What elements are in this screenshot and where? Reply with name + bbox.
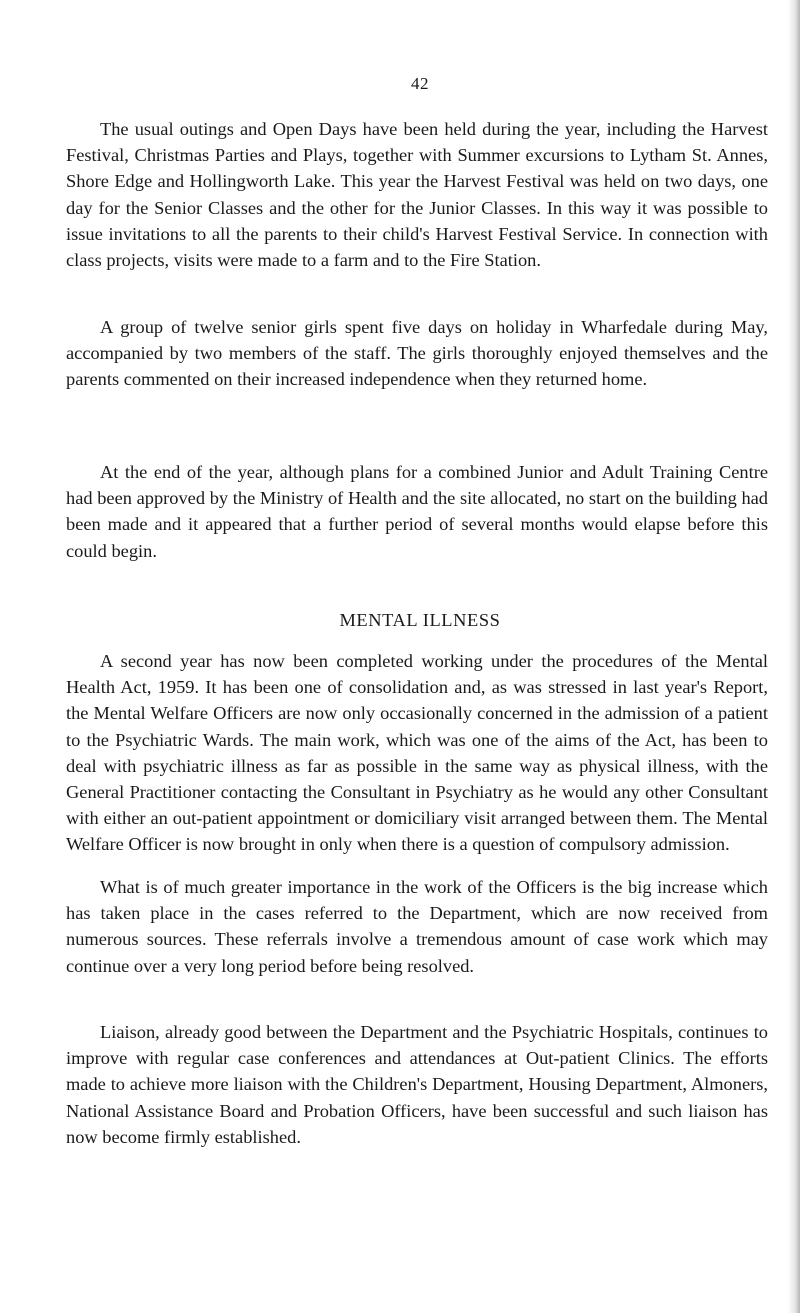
page-number: 42 [411, 74, 429, 93]
page-edge-shadow [788, 0, 800, 1313]
paragraph-referrals: What is of much greater importance in the work of the Officers is the big increase which has taken place in the cases referred to the Department, which are now received from numerous sources. These referrals involve a tremendous amount of case work which may continue over a very long period before being resolved. [66, 877, 768, 976]
paragraph-outings: The usual outings and Open Days have been held during the year, including the Harvest Festival, Christmas Parties and Plays, together with Summer excursions to Lytham St. Annes, Shore Edge and Hollingworth Lake. This year the Harvest Festival was held on two days, one day for the Senior Classes and the other for the Junior Classes. In this way it was possible to issue invitations to all the parents to their child's Harvest Festival Service. In connection with class projects, visits were made to a farm and to the Fire Station. [66, 119, 768, 271]
paragraph-holiday: A group of twelve senior girls spent five days on holiday in Wharfedale during May, accompanied by two members of the staff. The girls thoroughly enjoyed themselves and the parents commented on their increased independence when they returned home. [66, 317, 768, 390]
section-heading: MENTAL ILLNESS [339, 610, 501, 630]
paragraph-training-centre: At the end of the year, although plans for a combined Junior and Adult Training Centre had been approved by the Ministry of Health and the site allocated, no start on the building had been made and it appeared that a further period of several months would elapse before this could begin. [66, 462, 768, 561]
paragraph-mental-health-act: A second year has now been completed working under the procedures of the Mental Health Act, 1959. It has been one of consolidation and, as was stressed in last year's Report, the Mental Welfare Officers are now only occasionally concerned in the admission of a patient to the Psychiatric Wards. The main work, which was one of the aims of the Act, has been to deal with psychiatric illness as far as possible in the same way as physical illness, with the General Practitioner contacting the Consultant in Psychiatry as he would any other Consultant with either an out-patient appointment or domiciliary visit arranged between them. The Mental Welfare Officer is now brought in only when there is a question of compulsory admission. [66, 651, 768, 855]
paragraph-liaison: Liaison, already good between the Department and the Psychiatric Hospitals, continues to improve with regular case conferences and attendances at Out-patient Clinics. The efforts made to achieve more liaison with the Children's Department, Housing Department, Almoners, National Assistance Board and Probation Officers, have been successful and such liaison has now become firmly established. [66, 1022, 768, 1147]
